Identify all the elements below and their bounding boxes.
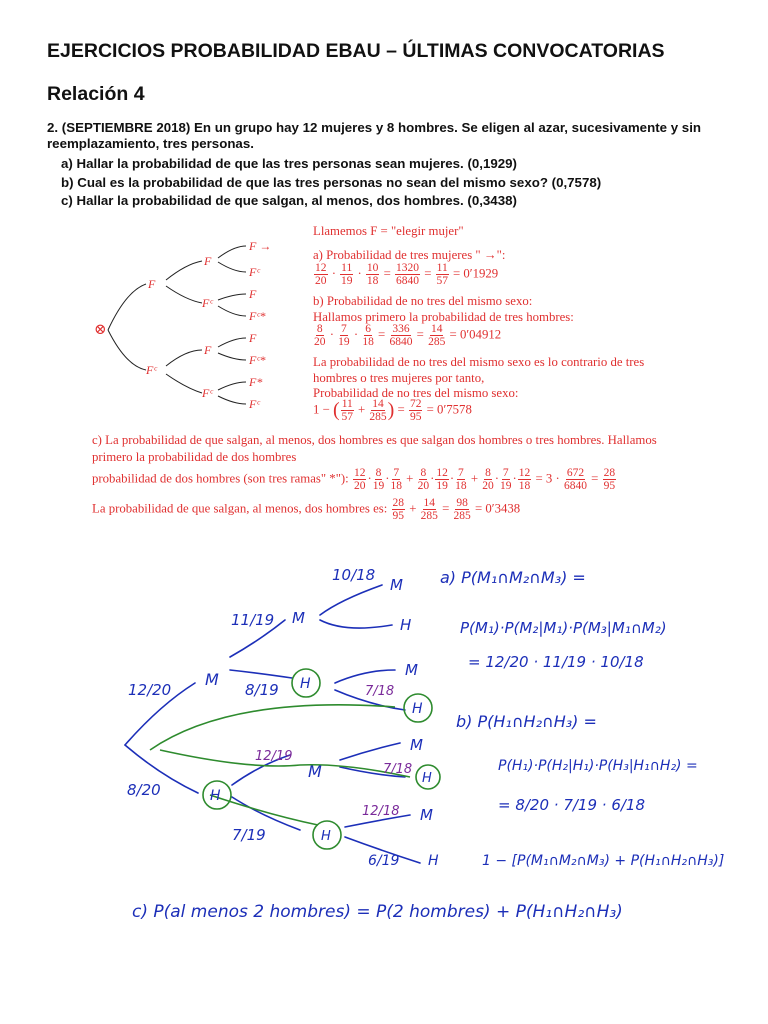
hw-b-line1: b) P(H₁∩H₂∩H₃) = — [456, 712, 597, 731]
tree-root: ⊗ — [94, 322, 107, 338]
hw-node-m2: M — [292, 609, 305, 627]
hw-p-6-19: 6/19 — [368, 853, 400, 869]
probability-tree — [86, 236, 306, 416]
b-text1: La probabilidad de no tres del mismo sexo es lo contrario de tres — [313, 355, 645, 369]
b-text3: Probabilidad de no tres del mismo sexo: — [313, 386, 519, 400]
llamemos-text: Llamemos F = "elegir mujer" — [313, 224, 464, 238]
hw-node-h6: H — [321, 829, 331, 844]
page-title: EJERCICIOS PROBABILIDAD EBAU – ÚLTIMAS CONVOCATORIAS — [47, 40, 665, 62]
hw-p-10-18: 10/18 — [332, 566, 376, 584]
hw-node-m7: M — [420, 806, 433, 824]
hw-node-h5: H — [210, 788, 221, 804]
hw-a-line1: a) P(M₁∩M₂∩M₃) = — [440, 568, 586, 587]
b-final: = 0′7578 — [426, 402, 472, 417]
hw-node-h2: H — [300, 676, 311, 692]
tree-leaf-3: F — [249, 287, 257, 301]
b-formula: $\frac{8}{20}$ · $\frac{7}{19}$ · $\frac{6}{18}$ = $\frac{336}{6840}$ = $\frac{14}{285}$ = 0′04912 — [314, 323, 502, 348]
hw-b-line2: P(H₁)·P(H₂|H₁)·P(H₃|H₁∩H₂) = — [498, 758, 698, 774]
hw-p-7-18a: 7/18 — [365, 684, 395, 699]
tree-F2a: F — [204, 254, 212, 268]
tree-leaf-8: Fᶜ — [249, 397, 260, 411]
tree-F2b: F — [204, 343, 212, 357]
c-text2: primero la probabilidad de dos hombres — [92, 450, 297, 464]
hw-b-line3: = 8/20 · 7/19 · 6/18 — [498, 796, 645, 814]
tree-leaf-2: Fᶜ — [249, 265, 260, 279]
c-final-formula: La probabilidad de que salgan, al menos, dos hombres es: $\frac{28}{95}$ + $\frac{14}{285}$ = $\frac{98}{285}$ = 0′3438 — [92, 497, 521, 522]
tree-leaf-6: Fᶜ* — [249, 353, 266, 367]
hw-node-h4: H — [422, 771, 432, 786]
hw-p-7-18b: 7/18 — [383, 762, 413, 777]
hw-p-11-19: 11/19 — [231, 611, 275, 629]
hw-p-12-19: 12/19 — [255, 749, 293, 764]
section-title: Relación 4 — [47, 83, 145, 105]
hw-a-line2: P(M₁)·P(M₂|M₁)·P(M₃|M₁∩M₂) — [460, 619, 667, 637]
handwritten-notes — [0, 545, 768, 930]
hw-p-12-18: 12/18 — [362, 804, 400, 819]
hw-node-m5: M — [410, 736, 423, 754]
hw-node-h1: H — [400, 616, 412, 634]
tree-Fc2a: Fᶜ — [202, 296, 213, 310]
hw-c-line: c) P(al menos 2 hombres) = P(2 hombres) + P(H₁∩H₂∩H₃) — [132, 902, 623, 922]
hw-p-12-20: 12/20 — [128, 681, 172, 699]
tree-Fc1: Fᶜ — [146, 363, 157, 377]
hw-node-m6: M — [308, 762, 322, 781]
c-two-formula: probabilidad de dos hombres (son tres ramas" *"): $\frac{12}{20}$ · $\frac{8}{19}$ · $\frac{7}{18}$ + $\frac{8}{20}$ · $\frac{12}{19}$ · $\frac{7}{18}$ + $\frac{8}{20}$ · $\frac{7}{19}$ · $\frac{12}{18}$ = 3 · $\frac{672}{6840}$ = $\frac{28}{95}$ — [92, 467, 616, 492]
problem-parts — [61, 155, 601, 211]
hw-node-m4: M — [405, 661, 418, 679]
a-result: = 0′1929 — [452, 266, 499, 281]
tree-Fc2b: Fᶜ — [202, 386, 213, 400]
c-two-label: probabilidad de dos hombres (son tres ramas" *"): — [92, 471, 349, 486]
tree-leaf-5: F — [249, 331, 257, 345]
c-final: = 0′3438 — [474, 501, 521, 516]
tree-leaf-7: F* — [249, 375, 263, 389]
b-result: = 0′04912 — [449, 327, 502, 342]
b-final-formula: 1 − ( $\frac{11}{57}$ + $\frac{14}{285}$ ) = $\frac{72}{95}$ = 0′7578 — [313, 398, 472, 423]
hw-node-m1: M — [390, 576, 403, 594]
part-a: a) Hallar la probabilidad de que las tres personas sean mujeres. (0,1929) — [61, 156, 517, 171]
hw-p-8-20: 8/20 — [127, 781, 161, 799]
part-c: c) Hallar la probabilidad de que salgan, al menos, dos hombres. (0,3438) — [61, 193, 517, 208]
b-text2: hombres o tres mujeres por tanto, — [313, 371, 485, 385]
part-b: b) Cual es la probabilidad de que las tres personas no sean del mismo sexo? (0,7578) — [61, 174, 602, 190]
hw-node-h3: H — [412, 701, 423, 717]
problem-statement: 2. (SEPTIEMBRE 2018) En un grupo hay 12 mujeres y 8 hombres. Se eligen al azar, sucesivamente y sin reemplazamiento, tres personas. — [47, 120, 702, 151]
hw-b-line4: 1 − [P(M₁∩M₂∩M₃) + P(H₁∩H₂∩H₃)] — [482, 853, 725, 869]
b-title: b) Probabilidad de no tres del mismo sexo: — [313, 294, 533, 308]
hw-node-m3: M — [205, 670, 219, 689]
hw-a-line3: = 12/20 · 11/19 · 10/18 — [468, 653, 644, 671]
c-text1: c) La probabilidad de que salgan, al menos, dos hombres es que salgan dos hombres o tres hombres. Hallamos — [92, 433, 657, 447]
a-title: a) Probabilidad de tres mujeres " →": — [313, 248, 506, 262]
tree-leaf-4: Fᶜ* — [249, 309, 266, 323]
c-final-label: La probabilidad de que salgan, al menos, dos hombres es: — [92, 501, 388, 516]
b-sub: Hallamos primero la probabilidad de tres hombres: — [313, 310, 574, 324]
tree-F1: F — [148, 277, 156, 291]
hw-node-h7: H — [428, 853, 439, 869]
hw-p-7-19: 7/19 — [232, 826, 266, 844]
a-formula: $\frac{12}{20}$ · $\frac{11}{19}$ · $\frac{10}{18}$ = $\frac{1320}{6840}$ = $\frac{11}{57}$ = 0′1929 — [315, 262, 499, 287]
hw-p-8-19: 8/19 — [245, 681, 279, 699]
tree-leaf-1: F → — [249, 239, 272, 253]
